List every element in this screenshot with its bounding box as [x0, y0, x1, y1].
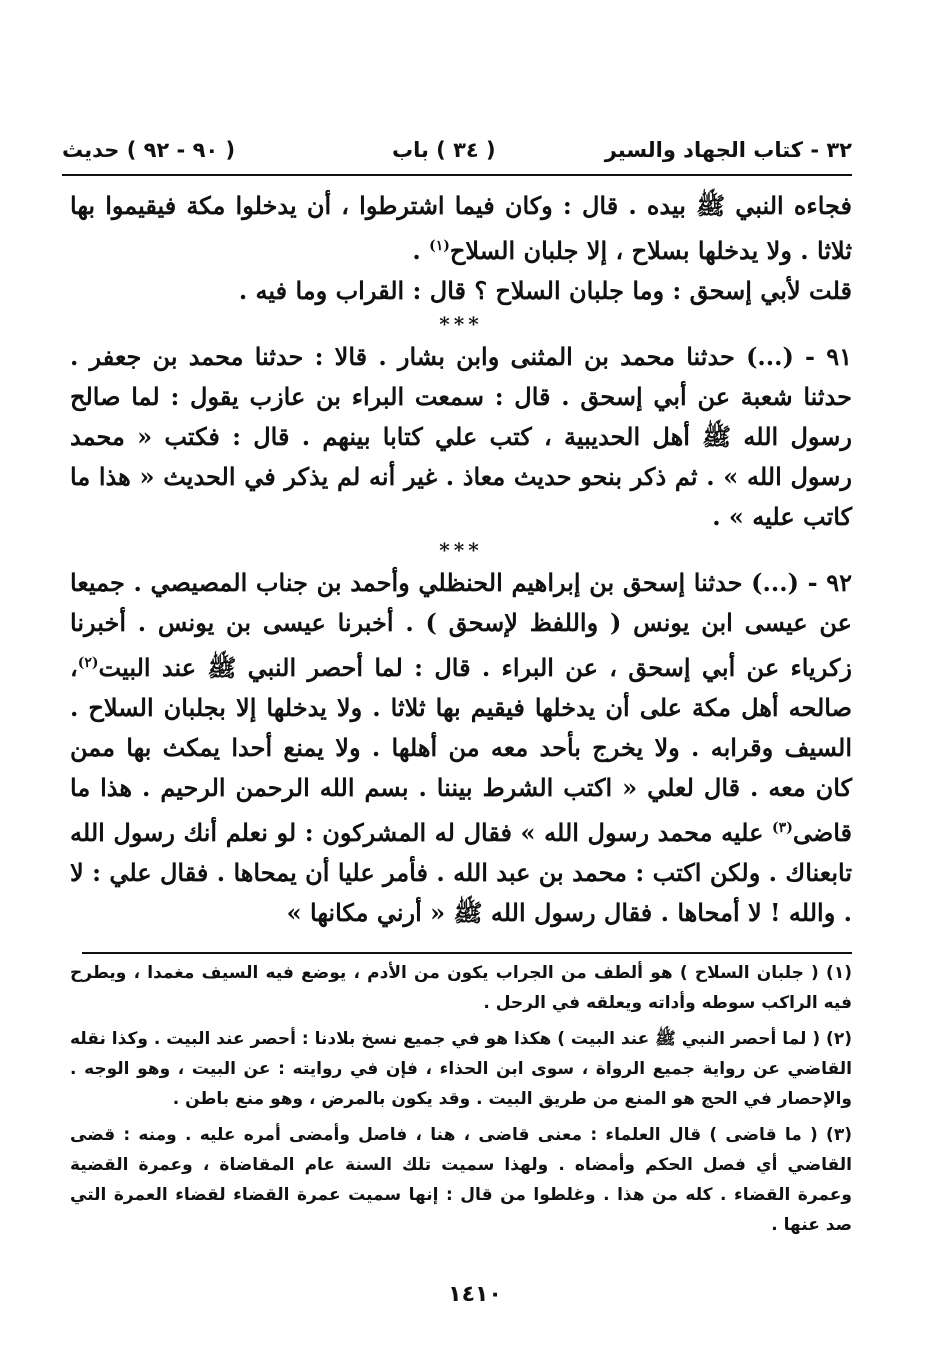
header-hadith-range: ( ٩٠ - ٩٢ ) حديث [62, 138, 236, 162]
paragraph-end: . [412, 236, 430, 265]
paragraph-question: قلت لأبي إسحق : وما جلبان السلاح ؟ قال : القراب وما فيه . [238, 276, 852, 305]
footnote-divider [82, 952, 852, 954]
paragraph-continuation [70, 186, 852, 271]
hadith-92 [70, 563, 852, 933]
hadith-92-text-b: ، صالحه أهل مكة على أن يدخلها فيقيم بها ثلاثا . ولا يدخلها إلا بجلبان السلاح . السيف وقرابه . ولا يخرج بأحد معه من أهلها . ولا يمنع أحدا يمكث بها ممن كان معه . قال لعلي « اكتب الشرط بيننا . بسم الله الرحمن الرحيم . هذا ما قاضى [70, 653, 852, 847]
header-divider [62, 174, 852, 176]
footnotes [70, 958, 852, 1246]
hadith-92-text-a: ٩٢ - (...) حدثنا إسحق بن إبراهيم الحنظلي وأحمد بن جناب المصيصي . جميعا عن عيسى ابن يونس ( واللفظ لإسحق ) . أخبرنا عيسى بن يونس . أخبرنا زكرياء عن أبي إسحق ، عن البراء . قال : لما أحصر النبي ﷺ عند البيت [70, 568, 852, 682]
hadith-91: ٩١ - (...) حدثنا محمد بن المثنى وابن بشار . قالا : حدثنا محمد بن جعفر . حدثنا شعبة عن أبي إسحق . قال : سمعت البراء بن عازب يقول : لما صالح رسول الله ﷺ أهل الحديبية ، كتب علي كتابا بينهم . قال : فكتب « محمد رسول الله » . ثم ذكر بنحو حديث معاذ . غير أنه لم يذكر في الحديث « هذا ما كاتب عليه » . [70, 342, 853, 531]
footnote-ref-2: (٢) [77, 655, 99, 671]
footnote-3: (٣) ( ما قاضى ) قال العلماء : معنى قاضى ، هنا ، فاصل وأمضى أمره عليه . ومنه : قضى القاضي أي فصل الحكم وأمضاه . ولهذا سميت تلك السنة عام المقاضاة ، وعمرة القضية وعمرة القضاء . كله من هذا . وغلطوا من قال : إنها سميت عمرة القضاء لقضاء العمرة التي صد عنها . [70, 1125, 852, 1235]
footnote-ref-1: (١) [429, 238, 450, 254]
footnote-1: (١) ( جلبان السلاح ) هو ألطف من الجراب يكون من الأدم ، يوضع فيه السيف مغمدا ، ويطرح فيه الراكب سوطه وأداته ويعلقه في الرحل . [70, 963, 852, 1013]
hadith-92-text-c: عليه محمد رسول الله » فقال له المشركون : لو نعلم أنك رسول الله تابعناك . ولكن اكتب : محمد بن عبد الله . فأمر عليا أن يمحاها . فقال علي : لا . والله ! لا أمحاها . فقال رسول الله ﷺ « أرني مكانها » [70, 818, 852, 927]
running-header [62, 138, 852, 172]
header-book-title: ٣٢ - كتاب الجهاد والسير [604, 138, 852, 162]
main-text [70, 186, 852, 933]
page-number: ١٤١٠ [448, 1282, 502, 1307]
section-separator: *** [439, 312, 483, 336]
section-separator: *** [439, 538, 483, 562]
footnote-2: (٢) ( لما أحصر النبي ﷺ عند البيت ) هكذا هو في جميع نسخ بلادنا : أحصر عند البيت . وكذا نقله القاضي عن رواية جميع الرواة ، سوى ابن الحذاء ، فإن في روايته : عن البيت ، وهو الوجه . والإحصار في الحج هو المنع من طريق البيت . وقد يكون بالمرض ، وهو منع باطن . [70, 1029, 852, 1109]
header-chapter: ( ٣٤ ) باب [392, 138, 496, 162]
paragraph-text: فجاءه النبي ﷺ بيده . قال : وكان فيما اشترطوا ، أن يدخلوا مكة فيقيموا بها ثلاثا . ولا يدخلها بسلاح ، إلا جلبان السلاح [70, 191, 852, 265]
footnote-ref-3: (٣) [772, 820, 793, 836]
